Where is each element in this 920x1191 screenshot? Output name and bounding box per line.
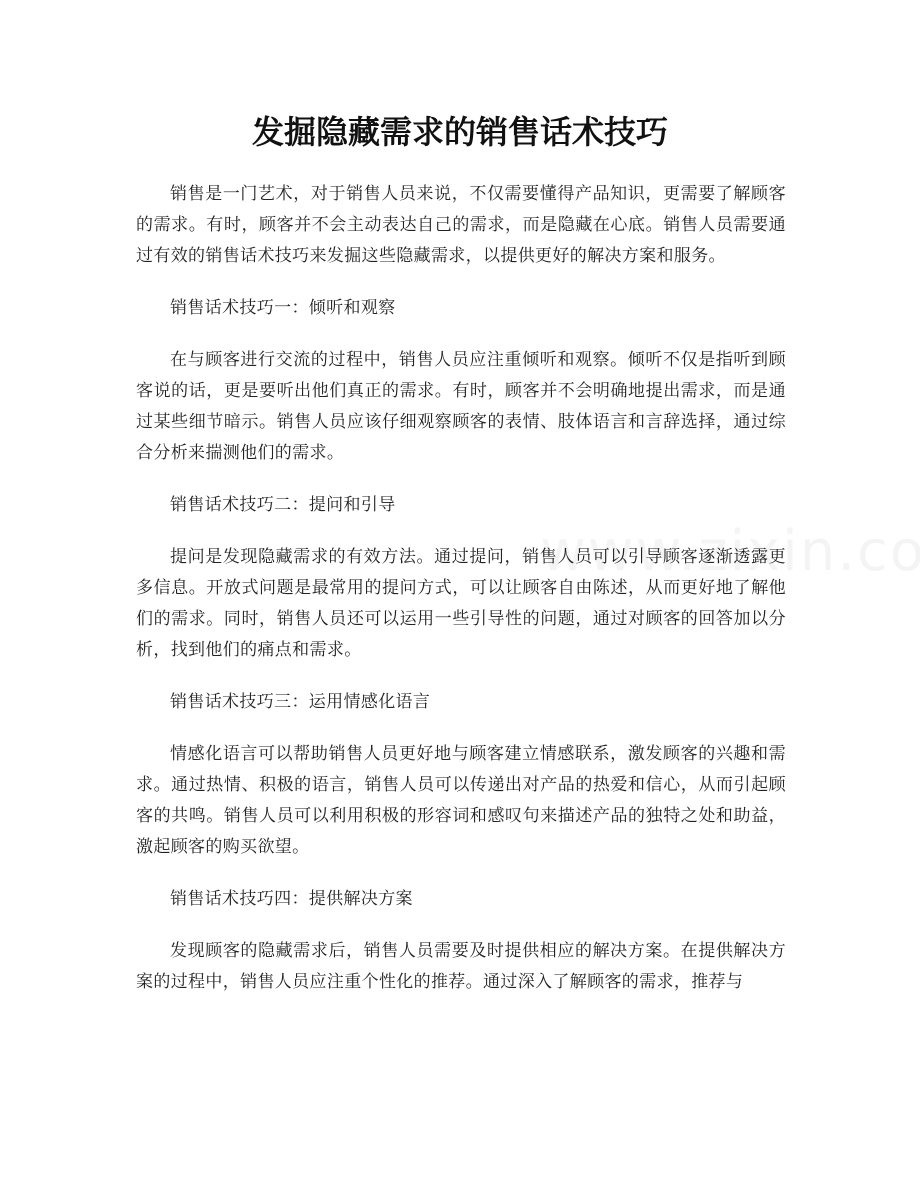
section-heading-3: 销售话术技巧三：运用情感化语言 bbox=[170, 692, 431, 712]
spacer bbox=[136, 521, 786, 542]
section-heading-1: 销售话术技巧一：倾听和观察 bbox=[170, 298, 396, 318]
section-heading-2: 销售话术技巧二：提问和引导 bbox=[170, 495, 396, 515]
section-heading-4: 销售话术技巧四：提供解决方案 bbox=[170, 889, 413, 909]
spacer bbox=[136, 469, 786, 490]
spacer bbox=[136, 666, 786, 687]
section-paragraph-4: 发现顾客的隐藏需求后，销售人员需要及时提供相应的解决方案。在提供解决方案的过程中，销售人员应注重个性化的推荐。通过深入了解顾客的需求，推荐与 bbox=[136, 941, 786, 992]
spacer bbox=[136, 718, 786, 739]
spacer bbox=[136, 915, 786, 936]
spacer bbox=[136, 272, 786, 293]
page-title: 发掘隐藏需求的销售话术技巧 bbox=[251, 113, 668, 151]
spacer bbox=[136, 863, 786, 884]
section-paragraph-1: 在与顾客进行交流的过程中，销售人员应注重倾听和观察。倾听不仅是指听到顾客说的话，更是要听出他们真正的需求。有时，顾客并不会明确地提出需求，而是通过某些细节暗示。销售人员应该仔细观察顾客的表情、肢体语言和言辞选择，通过综合分析来揣测他们的需求。 bbox=[136, 350, 786, 463]
spacer bbox=[136, 324, 786, 345]
intro-paragraph: 销售是一门艺术，对于销售人员来说，不仅需要懂得产品知识，更需要了解顾客的需求。有时，顾客并不会主动表达自己的需求，而是隐藏在心底。销售人员需要通过有效的销售话术技巧来发掘这些隐藏需求，以提供更好的解决方案和服务。 bbox=[136, 184, 786, 266]
section-paragraph-2: 提问是发现隐藏需求的有效方法。通过提问，销售人员可以引导顾客逐渐透露更多信息。开放式问题是最常用的提问方式，可以让顾客自由陈述，从而更好地了解他们的需求。同时，销售人员还可以运用一些引导性的问题，通过对顾客的回答加以分析，找到他们的痛点和需求。 bbox=[136, 547, 786, 660]
section-paragraph-3: 情感化语言可以帮助销售人员更好地与顾客建立情感联系，激发顾客的兴趣和需求。通过热情、积极的语言，销售人员可以传递出对产品的热爱和信心，从而引起顾客的共鸣。销售人员可以利用积极的形容词和感叹句来描述产品的独特之处和助益，激起顾客的购买欲望。 bbox=[136, 744, 786, 857]
document-body bbox=[136, 179, 786, 998]
